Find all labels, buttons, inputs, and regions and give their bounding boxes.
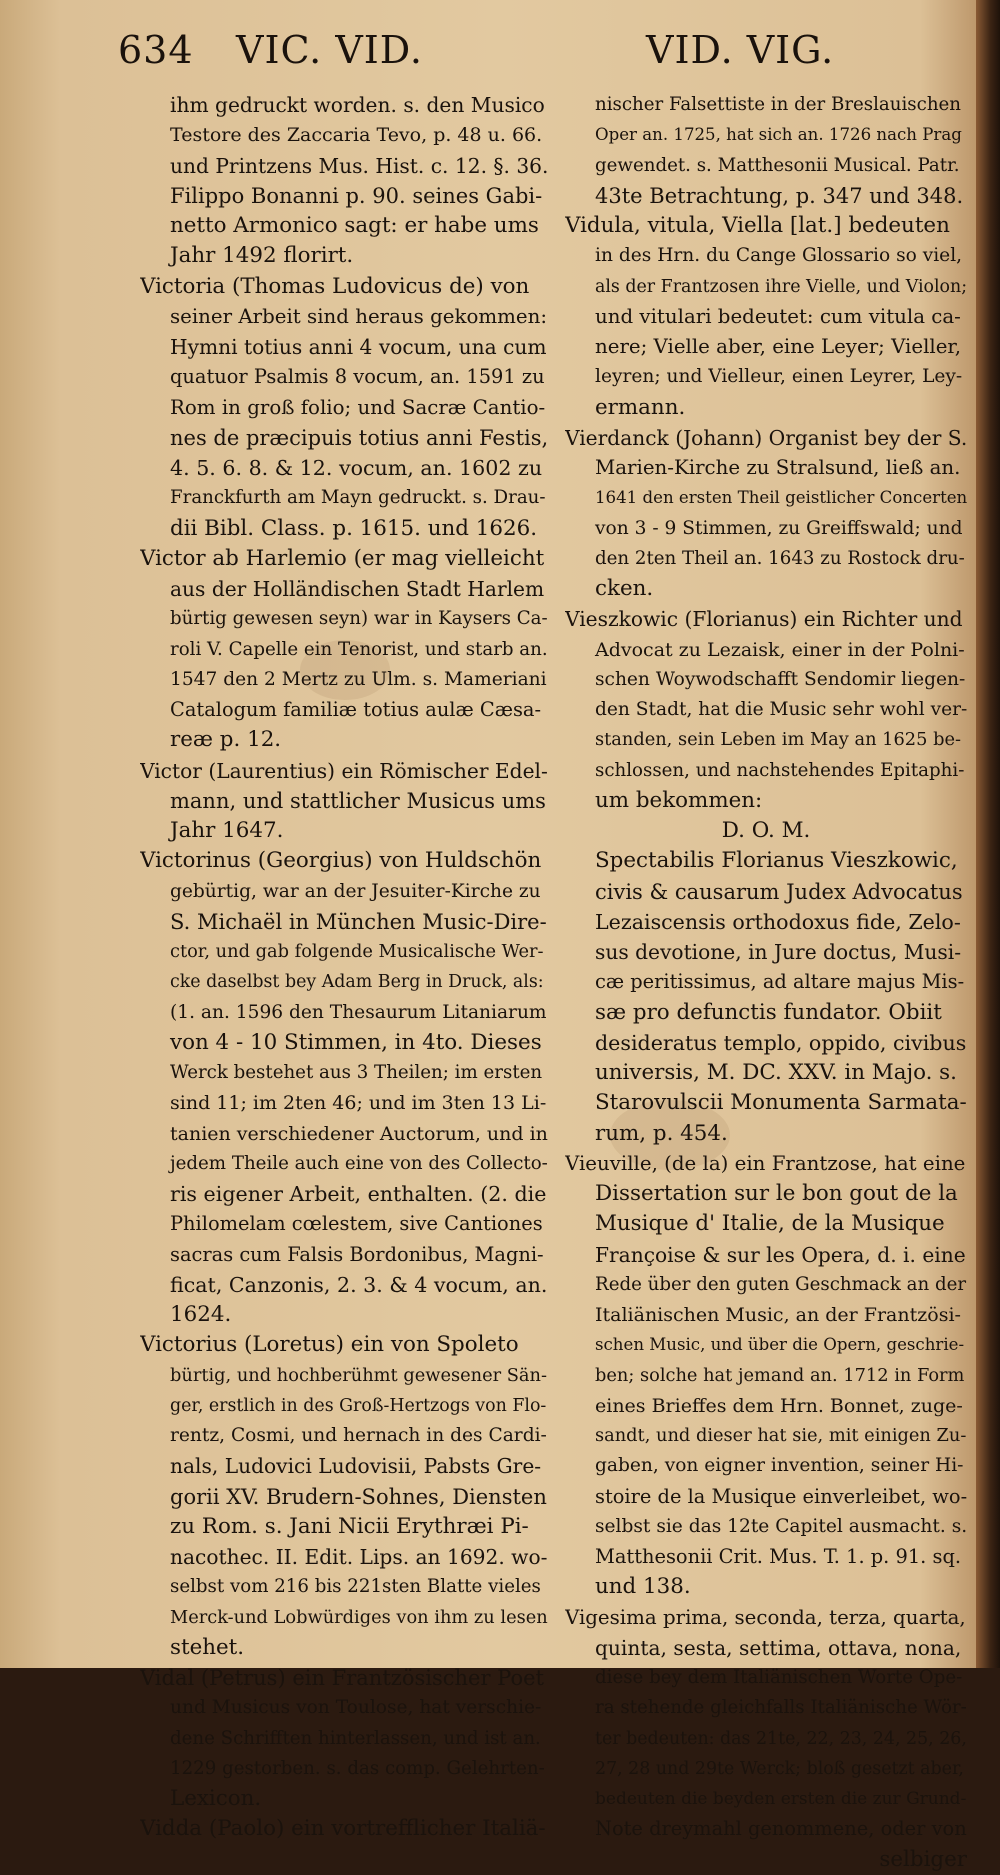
left-column-line: selbst vom 216 bis 221sten Blatte vieles bbox=[170, 1576, 541, 1598]
right-column-line: um bekommen: bbox=[595, 787, 763, 813]
right-column-line: sæ pro defunctis fundator. Obiit bbox=[595, 999, 942, 1025]
left-column-line: quatuor Psalmis 8 vocum, an. 1591 zu bbox=[170, 365, 545, 389]
left-column-line: Werck bestehet aus 3 Theilen; im ersten bbox=[170, 1062, 543, 1083]
right-column-line: 1641 den ersten Theil geistlicher Concerten bbox=[595, 488, 967, 508]
left-column-line: und Musicus von Toulose, hat verschie- bbox=[170, 1697, 542, 1719]
left-column-line: mann, und stattlicher Musicus ums bbox=[170, 788, 546, 813]
right-column-line: Advocat zu Lezaisk, einer in der Polni- bbox=[595, 638, 965, 661]
right-column-line: quinta, sesta, settima, ottava, nona, bbox=[595, 1635, 962, 1660]
left-column-line: jedem Theile auch eine von des Collecto- bbox=[170, 1152, 548, 1174]
right-column-line: schlossen, und nachstehendes Epitaphi- bbox=[595, 759, 965, 781]
left-column-line: nals, Ludovici Ludovisii, Pabsts Gre- bbox=[170, 1454, 542, 1479]
right-column-line: Dissertation sur le bon gout de la bbox=[595, 1181, 958, 1206]
left-column-line: sind 11; im 2ten 46; und im 3ten 13 Li- bbox=[170, 1092, 547, 1115]
right-column-line: rum, p. 454. bbox=[595, 1120, 728, 1146]
left-column-line: cke daselbst bey Adam Berg in Druck, als: bbox=[170, 972, 544, 993]
right-column-line: ra stehende gleichfalls Italiänische Wör- bbox=[595, 1697, 967, 1719]
left-column-line: Jahr 1492 florirt. bbox=[170, 243, 354, 269]
left-column-line: 1624. bbox=[170, 1302, 232, 1327]
right-column-line: als der Frantzosen ihre Vielle, und Violon; bbox=[595, 276, 967, 297]
left-column-line: Catalogum familiæ totius aulæ Cæsa- bbox=[170, 698, 542, 721]
right-column-line: gewendet. s. Matthesonii Musical. Patr. bbox=[595, 154, 960, 176]
left-column-line: ris eigener Arbeit, enthalten. (2. die bbox=[170, 1182, 547, 1206]
right-column-line: desideratus templo, oppido, civibus bbox=[595, 1030, 967, 1055]
right-column-line: in des Hrn. du Cange Glossario so viel, bbox=[595, 245, 963, 267]
right-column-line: den Stadt, hat die Music sehr wohl ver- bbox=[595, 699, 967, 720]
right-column-line: ter bedeuten: das 21te, 22, 23, 24, 25, 26, bbox=[595, 1728, 967, 1749]
left-column-line: bürtig gewesen seyn) war in Kaysers Ca- bbox=[170, 608, 548, 630]
left-column-line: nes de præcipuis totius anni Festis, bbox=[170, 425, 548, 450]
left-column-line: gebürtig, war an der Jesuiter-Kirche zu bbox=[170, 880, 541, 902]
page-header bbox=[118, 28, 888, 78]
right-column-line: und vitulari bedeutet: cum vitula ca- bbox=[595, 304, 961, 328]
left-column-line: 1229 gestorben. s. das comp. Gelehrten- bbox=[170, 1757, 545, 1779]
right-running-title: VID. VIG. bbox=[646, 28, 835, 72]
right-column-line: universis, M. DC. XXV. in Majo. s. bbox=[595, 1060, 957, 1085]
left-column-line: tanien verschiedener Auctorum, und in bbox=[170, 1122, 548, 1145]
right-column-line: ermann. bbox=[595, 394, 686, 420]
left-column-line: zu Rom. s. Jani Nicii Erythræi Pi- bbox=[170, 1513, 529, 1539]
left-column-line: sacras cum Falsis Bordonibus, Magni- bbox=[170, 1242, 544, 1266]
right-column-line: schen Music, und über die Opern, geschrie- bbox=[595, 1335, 965, 1355]
left-column-line: Victor ab Harlemio (er mag vielleicht bbox=[140, 545, 545, 571]
right-column-line: cæ peritissimus, ad altare majus Mis- bbox=[595, 970, 965, 994]
right-column-line: ben; solche hat jemand an. 1712 in Form bbox=[595, 1364, 965, 1386]
right-column-line: Vidula, vitula, Viella [lat.] bedeuten bbox=[565, 213, 950, 238]
left-column-line: Jahr 1647. bbox=[170, 818, 284, 843]
left-column-line: Testore des Zaccaria Tevo, p. 48 u. 66. bbox=[170, 124, 543, 147]
left-column-line: Rom in groß folio; und Sacræ Cantio- bbox=[170, 395, 546, 419]
left-column-line: ctor, und gab folgende Musicalische Wer- bbox=[170, 941, 544, 962]
left-column-line: Vidda (Paolo) ein vortrefflicher Italiä- bbox=[140, 1816, 546, 1842]
page-number: 634 bbox=[118, 28, 194, 72]
right-column-line: standen, sein Leben im May an 1625 be- bbox=[595, 729, 961, 751]
left-column-line: Merck-und Lobwürdiges von ihm zu lesen bbox=[170, 1606, 548, 1628]
right-column-line: Vierdanck (Johann) Organist bey der S. bbox=[565, 425, 967, 450]
left-column-line: reæ p. 12. bbox=[170, 727, 282, 753]
left-column-line: gorii XV. Brudern-Sohnes, Diensten bbox=[170, 1484, 547, 1509]
right-column-line: Lezaiscensis orthodoxus fide, Zelo- bbox=[595, 909, 961, 934]
left-column-line: Philomelam cœlestem, sive Cantiones bbox=[170, 1212, 543, 1236]
right-column-line: Vigesima prima, seconda, terza, quarta, bbox=[565, 1605, 966, 1629]
right-column-line: den 2ten Theil an. 1643 zu Rostock dru- bbox=[595, 547, 965, 569]
left-column-line: Franckfurth am Mayn gedruckt. s. Drau- bbox=[170, 487, 546, 509]
left-column-line: Victoria (Thomas Ludovicus de) von bbox=[140, 273, 530, 299]
right-column-line: Vieuville, (de la) ein Frantzose, hat eine bbox=[565, 1151, 966, 1175]
left-column-line: Lexicon. bbox=[170, 1786, 262, 1811]
left-column-line: Victor (Laurentius) ein Römischer Edel- bbox=[140, 758, 548, 783]
right-column-line: gaben, von eigner invention, seiner Hi- bbox=[595, 1455, 964, 1477]
right-column-line: diese bey dem Italiänischen Worte Ope- bbox=[595, 1667, 963, 1688]
left-column-line: ficat, Canzonis, 2. 3. & 4 vocum, an. bbox=[170, 1272, 548, 1297]
right-column-line: selbiger bbox=[879, 1846, 967, 1872]
right-column-line: selbst sie das 12te Capitel ausmacht. s. bbox=[595, 1515, 967, 1537]
right-column-line: und 138. bbox=[595, 1574, 691, 1600]
left-column-line: von 4 - 10 Stimmen, in 4to. Dieses bbox=[170, 1029, 542, 1055]
left-column-line: stehet. bbox=[170, 1634, 245, 1660]
left-column-line: Filippo Bonanni p. 90. seines Gabi- bbox=[170, 183, 543, 208]
right-column-line: 43te Betrachtung, p. 347 und 348. bbox=[595, 183, 964, 208]
left-column-line: nacothec. II. Edit. Lips. an 1692. wo- bbox=[170, 1545, 548, 1569]
left-column-line: 1547 den 2 Mertz zu Ulm. s. Mameriani bbox=[170, 668, 547, 690]
right-column-line: Spectabilis Florianus Vieszkowic, bbox=[595, 848, 958, 874]
left-column-line: dene Schrifften hinterlassen, und ist an. bbox=[170, 1727, 541, 1749]
left-column-line: dii Bibl. Class. p. 1615. und 1626. bbox=[170, 515, 537, 541]
right-column-line: sandt, und dieser hat sie, mit einigen Zu- bbox=[595, 1425, 967, 1446]
left-column-line: ger, erstlich in des Groß-Hertzogs von Flo- bbox=[170, 1395, 547, 1416]
right-column-line: bedeuten die beyden ersten die zur Grund- bbox=[595, 1789, 967, 1809]
right-column-line: nischer Falsettiste in der Breslauischen bbox=[595, 94, 962, 115]
right-column-line: Françoise & sur les Opera, d. i. eine bbox=[595, 1242, 966, 1267]
left-column-line: roli V. Capelle ein Tenorist, und starb an. bbox=[170, 638, 548, 660]
left-running-title: VIC. VID. bbox=[236, 28, 423, 72]
book-binding-edge bbox=[976, 0, 1000, 1668]
left-column-line: Hymni totius anni 4 vocum, una cum bbox=[170, 335, 547, 359]
left-column-line: ihm gedruckt worden. s. den Musico bbox=[170, 93, 545, 117]
right-column-line: Starovulscii Monumenta Sarmata- bbox=[595, 1090, 967, 1116]
left-column-line: netto Armonico sagt: er habe ums bbox=[170, 213, 539, 238]
left-column-line: aus der Holländischen Stadt Harlem bbox=[170, 577, 545, 601]
right-column-line: nere; Vielle aber, eine Leyer; Vieller, bbox=[595, 335, 961, 358]
left-column-line: S. Michaël in München Music-Dire- bbox=[170, 909, 547, 934]
right-column-line: leyren; und Vielleur, einen Leyrer, Ley- bbox=[595, 366, 963, 388]
right-column-line: eines Brieffes dem Hrn. Bonnet, zuge- bbox=[595, 1394, 963, 1417]
right-column-line: civis & causarum Judex Advocatus bbox=[595, 879, 963, 904]
left-column-line: Victorius (Loretus) ein von Spoleto bbox=[140, 1332, 519, 1358]
right-column-line: Note dreymahl genommene, oder von bbox=[595, 1817, 967, 1841]
left-column-line: Vidal (Petrus) ein Frantzösischer Poet bbox=[140, 1666, 544, 1690]
right-column-line: schen Woywodschafft Sendomir liegen- bbox=[595, 668, 966, 690]
right-column-line: Musique d' Italie, de la Musique bbox=[595, 1211, 945, 1237]
left-column-line: seiner Arbeit sind heraus gekommen: bbox=[170, 304, 547, 328]
left-column-line: Victorinus (Georgius) von Huldschön bbox=[140, 848, 542, 874]
left-column-line: rentz, Cosmi, und hernach in des Cardi- bbox=[170, 1425, 547, 1446]
right-column-line: Rede über den guten Geschmack an der bbox=[595, 1273, 967, 1295]
right-column-line: 27, 28 und 29te Werck; bloß gesetzt aber, bbox=[595, 1758, 964, 1779]
right-column-line: stoire de la Musique einverleibet, wo- bbox=[595, 1484, 967, 1508]
right-column-line: Marien-Kirche zu Stralsund, ließ an. bbox=[595, 456, 961, 479]
left-column-line: 4. 5. 6. 8. & 12. vocum, an. 1602 zu bbox=[170, 456, 543, 480]
left-column-line: bürtig, und hochberühmt gewesener Sän- bbox=[170, 1364, 547, 1386]
left-column-line: (1. an. 1596 den Thesaurum Litaniarum bbox=[170, 1001, 547, 1023]
right-column-line: Oper an. 1725, hat sich an. 1726 nach Prag bbox=[595, 125, 962, 145]
right-column-line: cken. bbox=[595, 576, 654, 601]
right-column bbox=[565, 90, 967, 1875]
right-column-line: von 3 - 9 Stimmen, zu Greiffswald; und bbox=[595, 517, 963, 539]
right-column-line: sus devotione, in Jure doctus, Musi- bbox=[595, 940, 962, 964]
right-column-line: D. O. M. bbox=[721, 818, 811, 843]
right-column-line: Italiänischen Music, an der Frantzösi- bbox=[595, 1304, 961, 1326]
right-column-line: Matthesonii Crit. Mus. T. 1. p. 91. sq. bbox=[595, 1545, 962, 1568]
left-column bbox=[140, 90, 548, 1845]
left-column-line: und Printzens Mus. Hist. c. 12. §. 36. bbox=[170, 153, 548, 178]
right-column-line: Vieszkowic (Florianus) ein Richter und bbox=[565, 607, 963, 632]
